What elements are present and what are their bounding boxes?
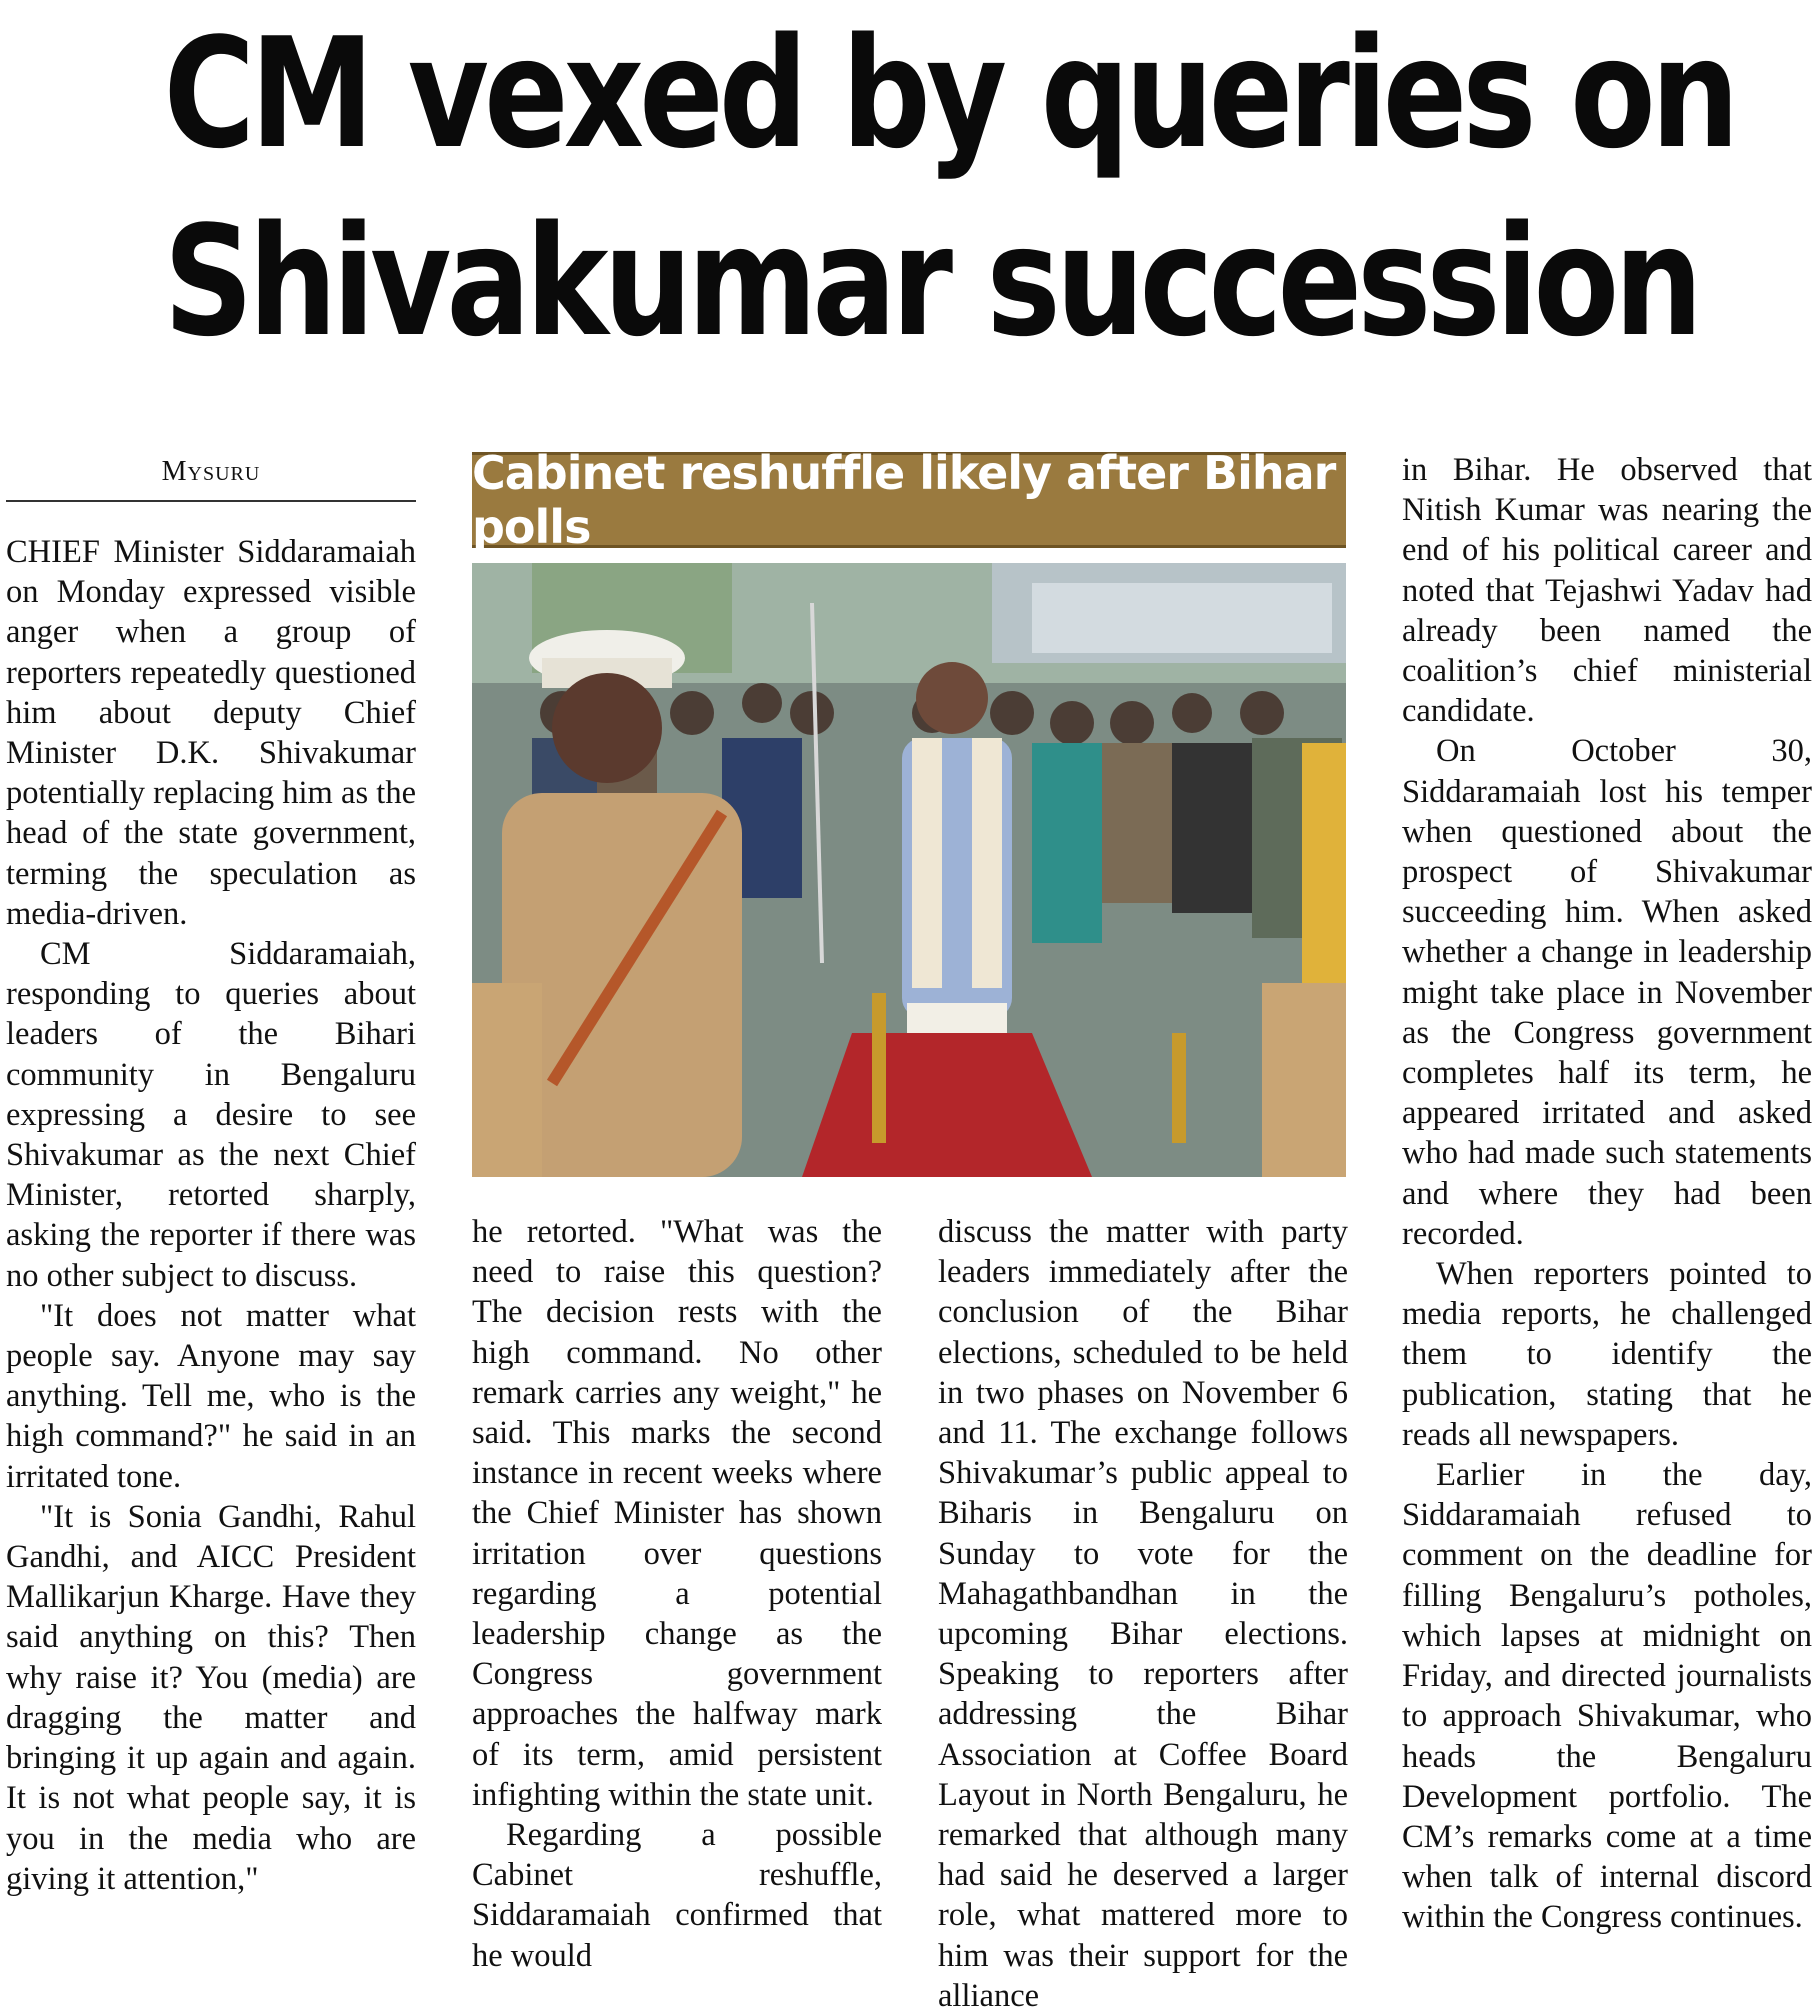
article-column-2 <box>472 1212 882 1976</box>
paragraph: "It does not matter what people say. Anyone may say anything. Tell me, who is the high command?" he said in an irritated tone. <box>6 1297 416 1495</box>
article-column-1 <box>6 532 416 1899</box>
photo-cm-guard-of-honour-icon <box>472 563 1346 1177</box>
paragraph: discuss the matter with party leaders immediately after the conclusion of the Bihar elections, scheduled to be held in two phases on November 6 and 11. The exchange follows Shivakumar’s public appeal to Biharis in Bengaluru on Sunday to vote for the Mahagathbandhan in the upcoming Bihar elections. Speaking to reporters after addressing the Bihar Association at Coffee Board Layout in North Bengaluru, he remarked that although many had said he deserved a larger role, what mattered more to him was their support for the alliance <box>938 1214 1348 2014</box>
headline <box>163 0 1735 376</box>
news-photo <box>472 563 1346 1177</box>
paragraph: Earlier in the day, Siddaramaiah refused to comment on the deadline for filling Bengaluru’s potholes, which lapses at midnight on Friday, and directed journalists to approach Shivakumar, who heads the Bengaluru Development portfolio. The CM’s remarks come at a time when talk of internal discord within the Congress continues. <box>1402 1457 1812 1936</box>
paragraph: "It is Sonia Gandhi, Rahul Gandhi, and AICC President Mallikarjun Kharge. Have they said anything on this? Then why raise it? You (media) are dragging the matter and bringing it up again and again. It is not what people say, it is you in the media who are giving it attention," <box>6 1498 416 1897</box>
subhead-banner: Cabinet reshuffle likely after Bihar polls <box>472 452 1346 548</box>
paragraph: CHIEF Minister Siddaramaiah on Monday expressed visible anger when a group of reporters repeatedly questioned him about deputy Chief Minister D.K. Shivakumar potentially replacing him as the head of the state government, terming the speculation as media-driven. <box>6 534 416 932</box>
article-column-4 <box>1402 450 1812 1938</box>
paragraph: On October 30, Siddaramaiah lost his temper when questioned about the prospect of Shivakumar succeeding him. When asked whether a change in leadership might take place in November as the Congress government completes half its term, he appeared irritated and asked who had made such statements and where they had been recorded. <box>1402 733 1812 1252</box>
paragraph: he retorted. "What was the need to raise this question? The decision rests with the high command. No other remark carries any weight," he said. This marks the second instance in recent weeks where the Chief Minister has shown irritation over questions regarding a potential leadership change as the Congress government approaches the halfway mark of its term, amid persistent infighting within the state unit. <box>472 1214 882 1813</box>
paragraph: Regarding a possible Cabinet reshuffle, Siddaramaiah confirmed that he would <box>472 1817 882 1974</box>
paragraph: When reporters pointed to media reports, he challenged them to identify the publication, stating that he reads all newspapers. <box>1402 1256 1812 1453</box>
paragraph: CM Siddaramaiah, responding to queries about leaders of the Bihari community in Bengaluru expressing a desire to see Shivakumar as the next Chief Minister, retorted sharply, asking the reporter if there was no other subject to discuss. <box>6 936 416 1294</box>
paragraph: in Bihar. He observed that Nitish Kumar was nearing the end of his political career and noted that Tejashwi Yadav had already been named the coalition’s chief ministerial candidate. <box>1402 452 1812 730</box>
dateline-text: Mysuru <box>161 456 261 487</box>
headline-line-2: Shivakumar succession <box>163 193 1699 370</box>
article-column-3 <box>938 1212 1348 2016</box>
dateline <box>6 456 416 502</box>
headline-line-1: CM vexed by queries on <box>163 5 1735 182</box>
